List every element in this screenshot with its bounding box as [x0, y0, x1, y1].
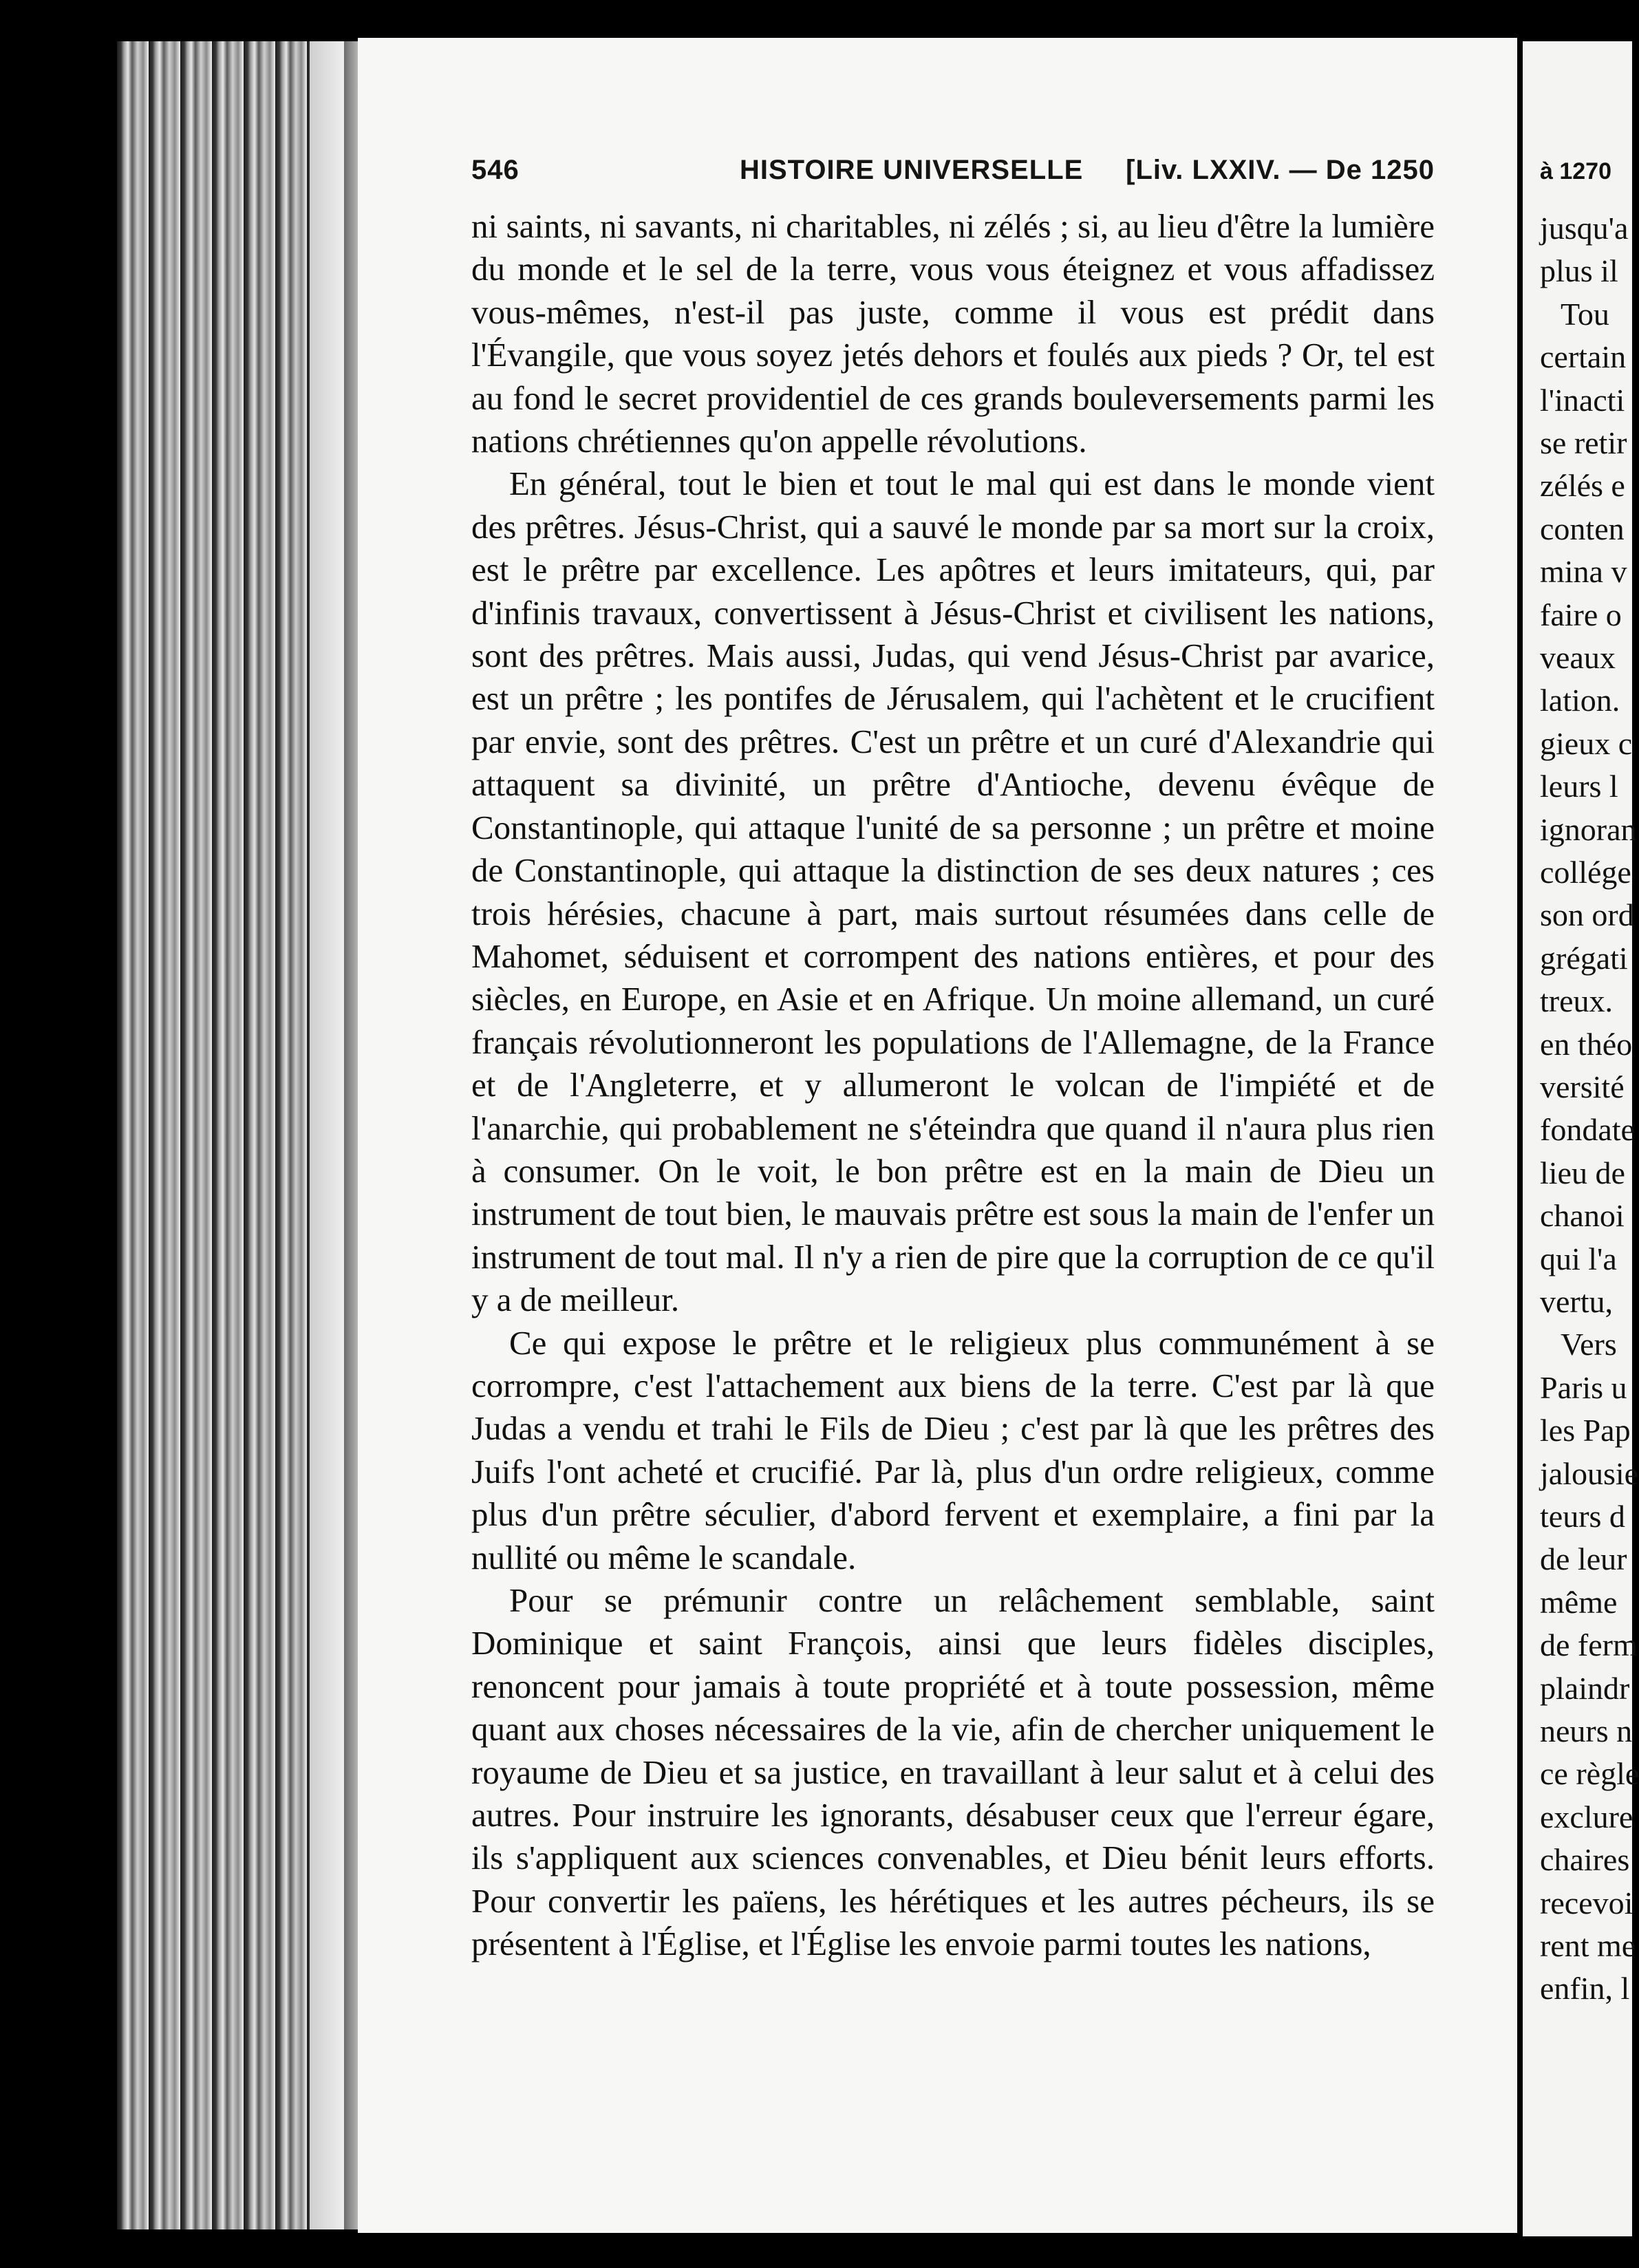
adjacent-page-line: de leur — [1540, 1541, 1627, 1577]
adjacent-page-line: ignoran — [1540, 811, 1637, 847]
adjacent-page-line: de ferm — [1540, 1627, 1638, 1663]
adjacent-page-line: faire o — [1540, 597, 1622, 632]
adjacent-page-line: Vers — [1561, 1327, 1617, 1362]
adjacent-page-line: versité — [1540, 1069, 1625, 1104]
adjacent-page — [1517, 41, 1639, 2236]
adjacent-page-line: vertu, — [1540, 1284, 1614, 1319]
adjacent-page-line: conten — [1540, 511, 1625, 546]
paragraph: Pour se prémunir contre un relâchement semblable, saint Dominique et saint François, ainsi que leurs fidèles disciples, renoncent pour jamais à toute propriété et à toute possession, même quant aux choses nécessaires de la vie, afin de chercher uniquement le royaume de Dieu et sa justice, en travaillant à leur salut et à celui des autres. Pour instruire les ignorants, désabuser ceux que l'erreur égare, ils s'appliquent aux sciences convenables, et Dieu bénit leurs efforts. Pour convertir les païens, les hérétiques et les autres pécheurs, ils se présentent à l'Église, et l'Église les envoie parmi toutes les nations, — [471, 1581, 1435, 1963]
adjacent-page-line: son ord — [1540, 897, 1634, 933]
page-body — [471, 205, 1435, 1966]
adjacent-page-header: à 1270 — [1540, 158, 1611, 184]
paragraph: En général, tout le bien et tout le mal qui est dans le monde vient des prêtres. Jésus-Christ, qui a sauvé le monde par sa mort sur la croix, est le prêtre par excellence. Les apôtres et leurs imitateurs, qui, par d'infinis travaux, convertissent à Jésus-Christ et civilisent les nations, sont des prêtres. Mais aussi, Judas, qui vend Jésus-Christ par avarice, est un prêtre ; les pontifes de Jérusalem, qui l'achètent et le crucifient par envie, sont des prêtres. C'est un prêtre et un curé d'Alexandrie qui attaquent sa divinité, un prêtre d'Antioche, devenu évêque de Constantinople, qui attaque l'unité de sa personne ; un prêtre et moine de Constantinople, qui attaque la distinction de ses deux natures ; ces trois hérésies, chacune à part, mais surtout résumées dans celle de Mahomet, séduisent et corrompent des nations entières, et pour des siècles, en Europe, en Asie et en Afrique. Un moine allemand, un curé français révolutionneront les populations de l'Allemagne, de la France et de l'Angleterre, et y allumeront le volcan de l'impiété et de l'anarchie, qui probablement ne s'éteindra que quand il n'aura plus rien à consumer. On le voit, le bon prêtre est en la main de Dieu un instrument de tout bien, le mauvais prêtre est sous la main de l'enfer un instrument de tout mal. Il n'y a rien de pire que la corruption de ce qu'il y a de meilleur. — [471, 464, 1435, 1319]
adjacent-page-line: chanoi — [1540, 1198, 1625, 1234]
book-title: HISTOIRE UNIVERSELLE — [740, 155, 1084, 185]
adjacent-page-line: rent me — [1540, 1928, 1636, 1963]
adjacent-page-line: l'inacti — [1540, 382, 1625, 418]
adjacent-page-line: qui l'a — [1540, 1241, 1617, 1276]
adjacent-page-line: mina v — [1540, 554, 1627, 590]
book-page-edges — [117, 41, 351, 2229]
adjacent-page-line: les Pap — [1540, 1413, 1631, 1448]
book-page — [358, 38, 1517, 2233]
page-number: 546 — [471, 155, 519, 185]
adjacent-page-line: exclure — [1540, 1799, 1633, 1834]
adjacent-page-line: jusqu'a — [1540, 211, 1629, 246]
adjacent-page-line: certain — [1540, 339, 1627, 375]
adjacent-page-line: lieu de — [1540, 1155, 1625, 1190]
adjacent-page-line: lation. — [1540, 683, 1620, 718]
adjacent-page-line: treux. — [1540, 983, 1614, 1019]
paragraph-continued: ni saints, ni savants, ni charitables, ni zélés ; si, au lieu d'être la lumière du monde et le sel de la terre, vous vous éteignez et vous affadissez vous-mêmes, n'est-il pas juste, comme il vous est prédit dans l'Évangile, que vous soyez jetés dehors et foulés aux pieds ? Or, tel est au fond le secret providentiel de ces grands bouleversements parmi les nations chrétiennes qu'on appelle révolutions. — [471, 207, 1435, 460]
adjacent-page-line: Paris u — [1540, 1369, 1627, 1405]
adjacent-page-line: recevoi — [1540, 1885, 1633, 1921]
adjacent-page-line: ce règle — [1540, 1756, 1639, 1792]
adjacent-page-line: veaux — [1540, 640, 1616, 675]
adjacent-page-line: chaires — [1540, 1842, 1630, 1878]
adjacent-page-line: fondate — [1540, 1112, 1635, 1148]
adjacent-page-line: plaindr — [1540, 1670, 1630, 1706]
adjacent-page-line: Tou — [1561, 296, 1609, 332]
paragraph: Ce qui expose le prêtre et le religieux plus communément à se corrompre, c'est l'attachement aux biens de la terre. C'est par là que Judas a vendu et trahi le Fils de Dieu ; c'est par là que les prêtres des Juifs l'ont acheté et crucifié. Par là, plus d'un ordre religieux, comme plus d'un prêtre séculier, d'abord fervent et exemplaire, a fini par la nullité ou même le scandale. — [471, 1323, 1435, 1576]
adjacent-page-line: même — [1540, 1584, 1618, 1620]
adjacent-page-line: leurs l — [1540, 769, 1618, 804]
adjacent-page-line: enfin, l — [1540, 1971, 1630, 2007]
adjacent-page-line: gieux c — [1540, 725, 1633, 761]
adjacent-page-line: collége — [1540, 855, 1631, 890]
adjacent-page-line: plus il — [1540, 253, 1618, 289]
section-reference: [Liv. LXXIV. — De 1250 — [1126, 155, 1435, 185]
running-head — [471, 155, 1435, 203]
adjacent-page-line: neurs n — [1540, 1713, 1633, 1748]
adjacent-page-line: se retir — [1540, 425, 1627, 460]
adjacent-page-line: zélés e — [1540, 468, 1625, 504]
adjacent-page-line: teurs d — [1540, 1499, 1625, 1534]
adjacent-page-line: jalousie — [1540, 1455, 1639, 1491]
adjacent-page-line: en théo — [1540, 1026, 1633, 1062]
adjacent-page-line: grégati — [1540, 940, 1628, 976]
